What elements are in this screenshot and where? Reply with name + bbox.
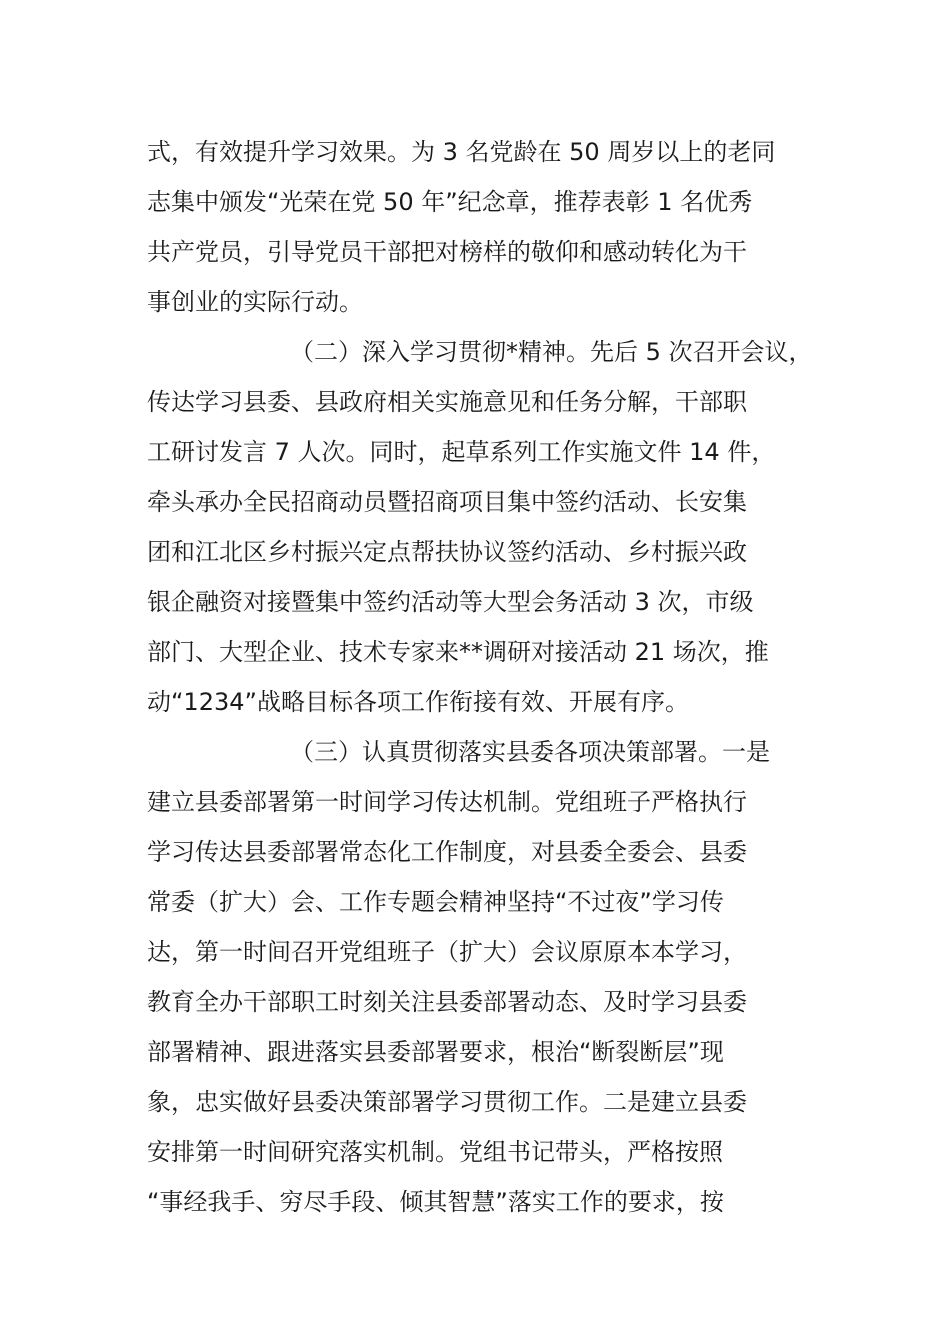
text-line: 事创业的实际行动。 <box>147 288 363 316</box>
text-line: 传达学习县委、县政府相关实施意见和任务分解，干部职 <box>147 388 747 416</box>
text-line: 象，忠实做好县委决策部署学习贯彻工作。二是建立县委 <box>147 1088 747 1116</box>
section-heading-2: （二）深入学习贯彻*精神。先后 5 次召开会议， <box>290 338 813 366</box>
section-heading-3: （三）认真贯彻落实县委各项决策部署。一是 <box>290 738 770 766</box>
text-line: 部署精神、跟进落实县委部署要求，根治“断裂断层”现 <box>147 1038 724 1066</box>
text-line: 团和江北区乡村振兴定点帮扶协议签约活动、乡村振兴政 <box>147 538 747 566</box>
text-line: 常委（扩大）会、工作专题会精神坚持“不过夜”学习传 <box>147 888 724 916</box>
text-line: 银企融资对接暨集中签约活动等大型会务活动 3 次，市级 <box>147 588 754 616</box>
text-line: 建立县委部署第一时间学习传达机制。党组班子严格执行 <box>147 788 747 816</box>
text-line: 部门、大型企业、技术专家来**调研对接活动 21 场次，推 <box>147 638 769 666</box>
text-line: 式，有效提升学习效果。为 3 名党龄在 50 周岁以上的老同 <box>147 138 776 166</box>
text-line: 学习传达县委部署常态化工作制度，对县委全委会、县委 <box>147 838 747 866</box>
text-line: 教育全办干部职工时刻关注县委部署动态、及时学习县委 <box>147 988 747 1016</box>
text-line: 共产党员，引导党员干部把对榜样的敬仰和感动转化为干 <box>147 238 747 266</box>
text-line: 牵头承办全民招商动员暨招商项目集中签约活动、长安集 <box>147 488 747 516</box>
text-line: 达，第一时间召开党组班子（扩大）会议原原本本学习， <box>147 938 747 966</box>
text-line: 安排第一时间研究落实机制。党组书记带头，严格按照 <box>147 1138 723 1166</box>
text-line: 动“1234”战略目标各项工作衔接有效、开展有序。 <box>147 688 689 716</box>
text-line: “事经我手、穷尽手段、倾其智慧”落实工作的要求，按 <box>147 1188 724 1216</box>
text-line: 志集中颁发“光荣在党 50 年”纪念章，推荐表彰 1 名优秀 <box>147 188 753 216</box>
text-line: 工研讨发言 7 人次。同时，起草系列工作实施文件 14 件， <box>147 438 776 466</box>
